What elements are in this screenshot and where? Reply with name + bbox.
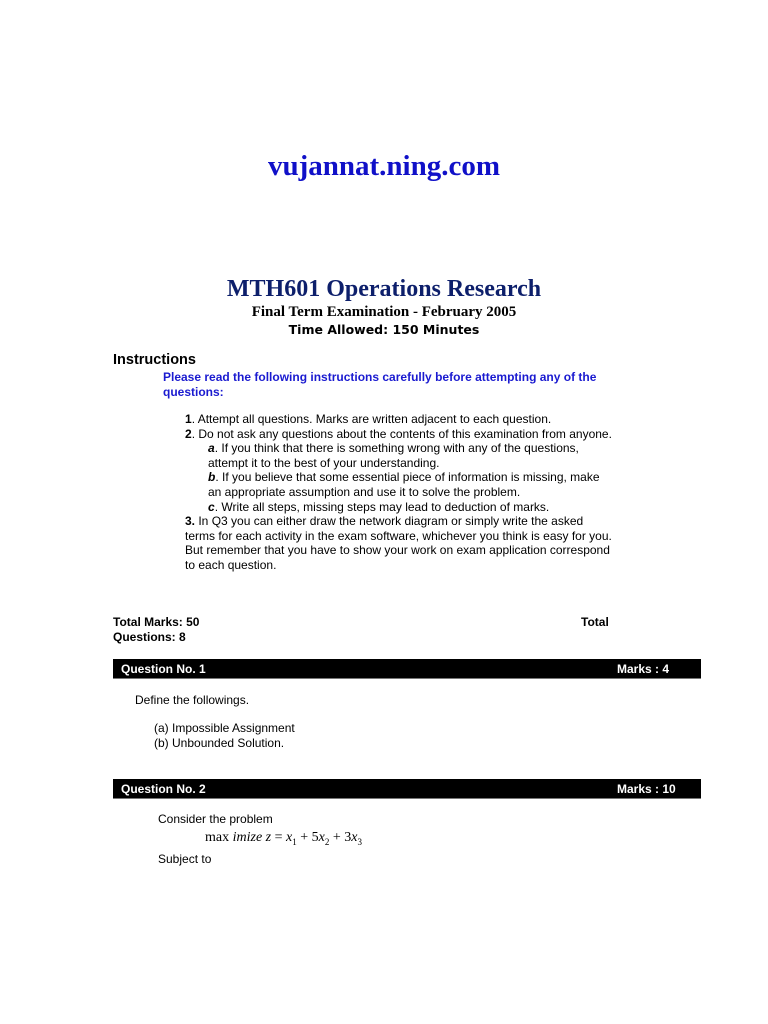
total-marks: Total Marks: 50 xyxy=(113,615,200,629)
instruction-sub-b: b. If you believe that some essential piece of information is missing, make an appropriate assumption and use it to solve the problem. xyxy=(208,470,600,499)
formula-expression: = $x_1 + 5x_2 + 3x_3$ xyxy=(274,830,362,847)
question-2-bar xyxy=(113,779,701,799)
question-1-marks: Marks : 4 xyxy=(617,662,670,676)
time-allowed: Time Allowed: 150 Minutes xyxy=(288,322,480,337)
instruction-item-2: 2. Do not ask any questions about the contents of this examination from anyone. xyxy=(185,426,612,441)
instruction-item-1: 1. Attempt all questions. Marks are written adjacent to each question. xyxy=(185,412,552,426)
question-1-intro: Define the followings. xyxy=(135,693,250,707)
question-2-subject: Subject to xyxy=(158,852,212,866)
exam-title: MTH601 Operations Research xyxy=(226,276,542,302)
question-1-item-a: (a) Impossible Assignment xyxy=(154,721,295,735)
question-2-intro: Consider the problem xyxy=(158,812,273,826)
exam-subtitle: Final Term Examination - February 2005 xyxy=(251,304,517,320)
site-header: vujannat.ning.com xyxy=(267,150,501,182)
instructions-heading: Instructions xyxy=(113,352,196,368)
question-1-bar xyxy=(113,659,701,679)
question-1-items xyxy=(154,721,295,751)
instructions-list xyxy=(185,412,615,573)
instruction-sub-c: c. Write all steps, missing steps may lead to deduction of marks. xyxy=(208,499,550,514)
question-1-item-b: (b) Unbounded Solution. xyxy=(154,736,285,750)
instruction-item-3: 3. In Q3 you can either draw the network diagram or simply write the asked terms for each activity in the exam software, whichever you think is easy for you. But remember that you have to show your work on exam application correspond to each question. xyxy=(185,514,612,572)
totals-right-label: Total xyxy=(581,615,609,629)
question-1-label: Question No. 1 xyxy=(121,662,206,676)
question-2-label: Question No. 2 xyxy=(121,782,206,796)
total-questions: Questions: 8 xyxy=(113,629,186,644)
question-2-marks: Marks : 10 xyxy=(617,782,676,796)
instruction-sub-a: a. If you think that there is something wrong with any of the questions, attempt it to the best of your understanding. xyxy=(208,441,579,470)
objective-formula: max imize $z = x_1 + 5x_2 + 3x_3$ xyxy=(205,830,362,847)
totals-block xyxy=(113,615,199,644)
instructions-note: Please read the following instructions carefully before attempting any of the questions: xyxy=(163,370,597,399)
